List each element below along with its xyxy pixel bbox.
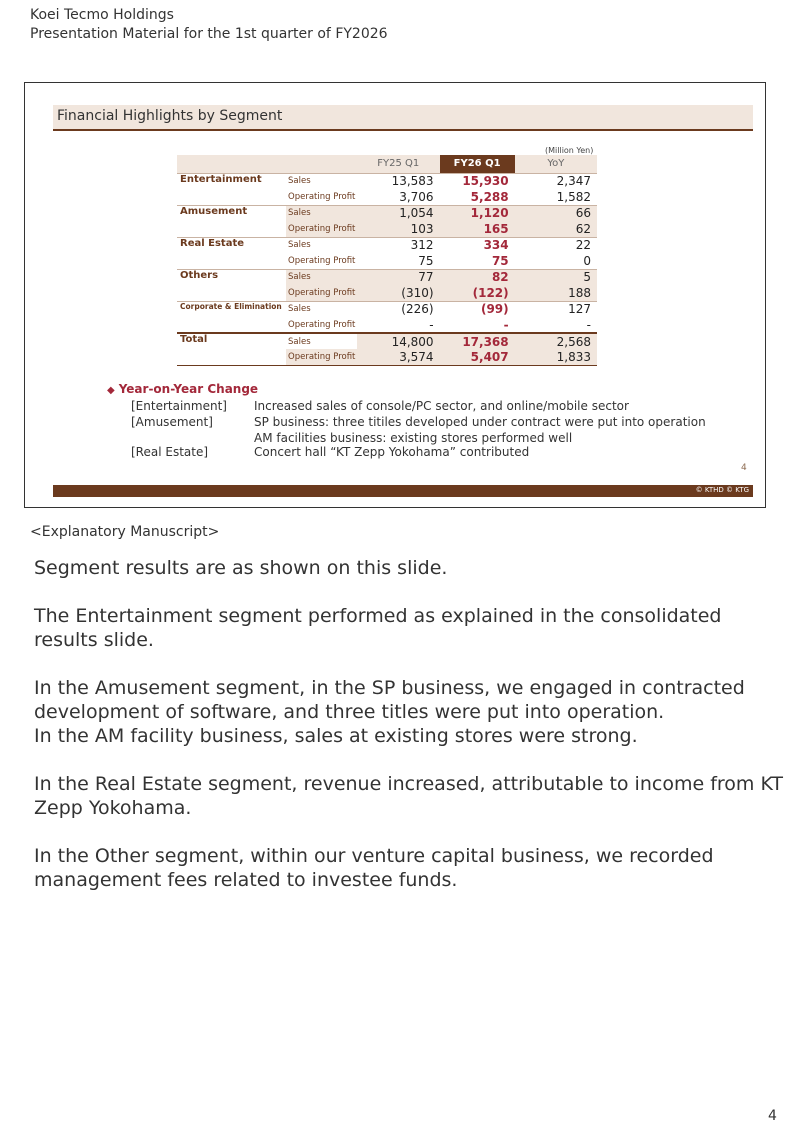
value-yoy: 2,347: [515, 173, 597, 189]
value-yoy: 1,833: [515, 349, 597, 365]
value-fy26: 15,930: [440, 173, 515, 189]
section-title-bar: [53, 105, 753, 131]
manuscript-paragraph: In the Other segment, within our venture capital business, we recorded management fees related to investee funds.: [34, 845, 714, 891]
value-fy26: 5,407: [440, 349, 515, 365]
segment-name: [177, 285, 286, 301]
value-fy25: 312: [357, 237, 440, 253]
document-subtitle: Presentation Material for the 1st quarter of FY2026: [30, 26, 388, 42]
manuscript-heading: <Explanatory Manuscript>: [30, 524, 220, 540]
value-fy25: 14,800: [357, 333, 440, 349]
table-header-row: [177, 155, 597, 173]
item-name: Sales: [286, 269, 357, 285]
table-row: [177, 173, 597, 189]
value-yoy: 66: [515, 205, 597, 221]
value-yoy: 1,582: [556, 189, 591, 204]
page-number: 4: [768, 1108, 777, 1124]
item-name: Operating Profit: [286, 349, 357, 365]
item-name: Operating Profit: [288, 319, 356, 330]
company-name: Koei Tecmo Holdings: [30, 7, 174, 23]
value-fy26: 1,120: [440, 205, 515, 221]
value-fy25: 77: [357, 269, 440, 285]
table-row: [177, 269, 597, 285]
item-name: Sales: [286, 333, 357, 349]
manuscript-paragraph: In the Real Estate segment, revenue increased, attributable to income from KT Zepp Yokohama.: [34, 773, 784, 819]
table-row: [177, 189, 597, 205]
table-row: [177, 237, 597, 253]
value-fy25: 75: [418, 253, 434, 268]
item-name: Operating Profit: [288, 255, 356, 266]
value-yoy: 5: [515, 269, 597, 285]
document-header: [30, 6, 388, 44]
item-name: Operating Profit: [288, 191, 356, 202]
table-header-blank: [177, 155, 357, 173]
item-name: Operating Profit: [286, 285, 357, 301]
yoy-item: [131, 398, 629, 414]
value-fy26: 5,288: [470, 189, 509, 204]
value-fy26: -: [503, 317, 509, 332]
value-fy25: 3,706: [399, 189, 434, 204]
value-fy25: 103: [357, 221, 440, 237]
diamond-bullet-icon: ◆: [107, 385, 115, 396]
copyright: © KTHD © KTG: [695, 486, 749, 494]
section-title: Financial Highlights by Segment: [57, 108, 283, 124]
value-yoy: 22: [515, 237, 597, 253]
segment-name: Others: [177, 269, 286, 285]
value-yoy: 188: [515, 285, 597, 301]
value-yoy: 2,568: [515, 333, 597, 349]
yoy-item: [131, 414, 706, 430]
value-fy26: 82: [440, 269, 515, 285]
value-yoy: 127: [515, 301, 597, 317]
segment-name: Entertainment: [177, 173, 286, 189]
yoy-item-text: SP business: three titiles developed under contract were put into operation: [254, 415, 706, 429]
value-fy26: 334: [440, 237, 515, 253]
segment-name: [177, 221, 286, 237]
item-name: Sales: [286, 173, 357, 189]
table-row: [177, 317, 597, 333]
col-header-fy25: FY25 Q1: [357, 155, 440, 173]
yoy-item: [131, 444, 529, 460]
yoy-item-label: [Real Estate]: [131, 445, 209, 459]
yoy-item-text: Increased sales of console/PC sector, and online/mobile sector: [254, 399, 629, 413]
unit-label: (Million Yen): [545, 146, 594, 155]
manuscript-paragraph: The Entertainment segment performed as explained in the consolidated results slide.: [34, 605, 722, 651]
table-row: [177, 253, 597, 269]
yoy-item-text: Concert hall “KT Zepp Yokohama” contributed: [254, 445, 530, 459]
manuscript-body: [34, 556, 784, 916]
value-fy26: (122): [440, 285, 515, 301]
value-fy25: (310): [357, 285, 440, 301]
value-fy25: (226): [357, 301, 440, 317]
table-row: [177, 205, 597, 221]
value-fy25: 3,574: [357, 349, 440, 365]
segment-name: Total: [177, 333, 286, 349]
table-row: [177, 333, 597, 349]
value-yoy: -: [586, 317, 591, 332]
yoy-heading: [107, 382, 258, 396]
value-yoy: 62: [515, 221, 597, 237]
value-fy25: 1,054: [357, 205, 440, 221]
item-name: Sales: [286, 301, 357, 317]
item-name: Operating Profit: [286, 221, 357, 237]
slide-page-number: 4: [741, 463, 747, 473]
manuscript-paragraph: In the Amusement segment, in the SP business, we engaged in contracted development of software, and three titles were put into operation. In the AM facility business, sales at existing stores were strong.: [34, 677, 745, 747]
table-row: [177, 221, 597, 237]
footer-bar: [53, 485, 753, 497]
segment-name: [177, 253, 286, 269]
col-header-fy26: FY26 Q1: [440, 155, 515, 173]
table-row: [177, 301, 597, 317]
value-fy25: 13,583: [357, 173, 440, 189]
segment-name: Amusement: [177, 205, 286, 221]
value-fy26: (99): [440, 301, 515, 317]
value-fy26: 165: [440, 221, 515, 237]
segment-table: [177, 155, 597, 366]
item-name: Sales: [286, 205, 357, 221]
segment-name: [177, 317, 286, 333]
value-fy26: 17,368: [440, 333, 515, 349]
value-yoy: 0: [583, 253, 591, 268]
manuscript-paragraph: Segment results are as shown on this slide.: [34, 557, 448, 579]
yoy-item-label: [Entertainment]: [131, 399, 227, 413]
yoy-title: Year-on-Year Change: [118, 382, 259, 396]
value-fy25: -: [429, 317, 434, 332]
yoy-item-text: AM facilities business: existing stores performed well: [254, 431, 573, 445]
segment-name: [177, 349, 286, 365]
segment-name: Real Estate: [177, 237, 286, 253]
col-header-yoy: YoY: [515, 155, 597, 173]
segment-name: [177, 189, 286, 205]
yoy-item-label: [Amusement]: [131, 415, 213, 429]
value-fy26: 75: [491, 253, 509, 268]
slide-frame: [24, 82, 766, 508]
table-row: [177, 285, 597, 301]
table-row: [177, 349, 597, 365]
segment-name: Corporate & Elimination: [177, 301, 286, 317]
item-name: Sales: [286, 237, 357, 253]
